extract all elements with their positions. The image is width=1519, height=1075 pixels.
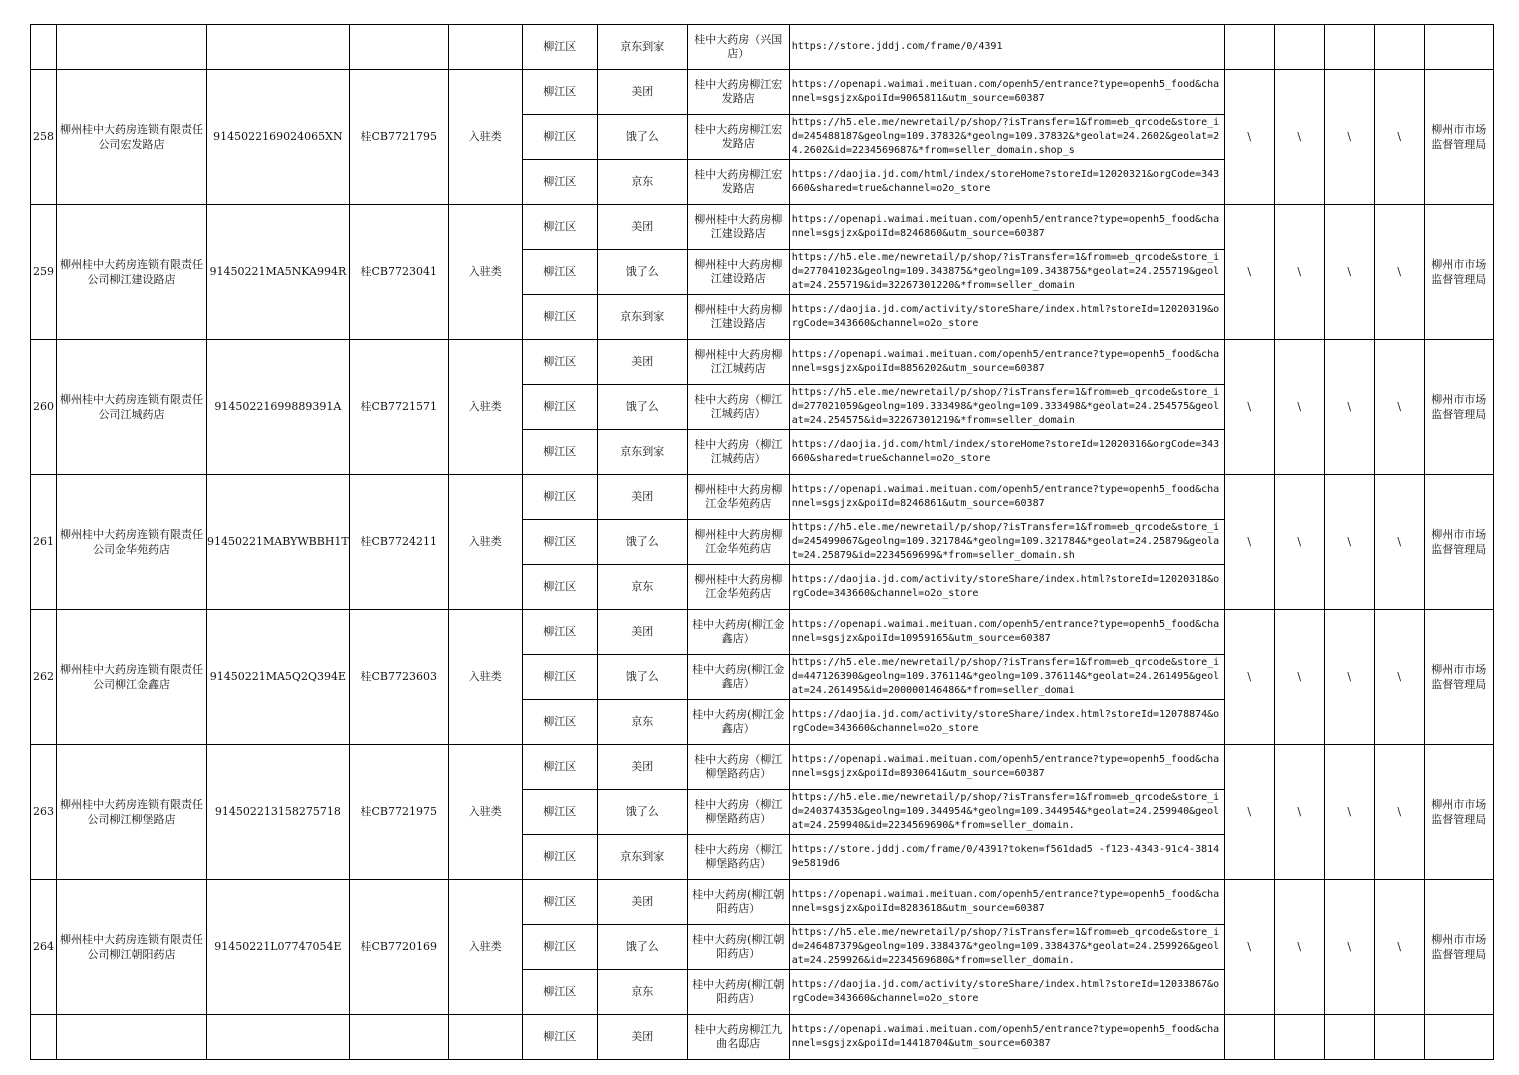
cell-platform: 京东 bbox=[597, 565, 687, 610]
cell-store: 桂中大药房（柳江柳堡路药店） bbox=[687, 835, 789, 880]
cell-c4 bbox=[1374, 1015, 1424, 1060]
cell-url[interactable] bbox=[789, 835, 1224, 880]
cell-store: 柳州桂中大药房柳江金华苑药店 bbox=[687, 475, 789, 520]
cell-c2 bbox=[1274, 25, 1324, 70]
cell-url[interactable] bbox=[789, 25, 1224, 70]
cell-url[interactable] bbox=[789, 250, 1224, 295]
cell-company: 柳州桂中大药房连锁有限责任公司宏发路店 bbox=[57, 70, 207, 205]
cell-platform: 美团 bbox=[597, 880, 687, 925]
cell-company: 柳州桂中大药房连锁有限责任公司柳江金鑫店 bbox=[57, 610, 207, 745]
url-text[interactable]: https://h5.ele.me/newretail/p/shop/?isTransfer=1&from=eb_qrcode&store_id=277041023&geolng=109.343875&*geolng=109.343875&*geolat=24.255719&geolat=24.255719&id=32267301220&*from=seller_domain bbox=[791, 252, 1220, 291]
cell-store: 桂中大药房（柳江江城药店） bbox=[687, 385, 789, 430]
cell-platform: 美团 bbox=[597, 340, 687, 385]
cell-store: 柳州桂中大药房柳江金华苑药店 bbox=[687, 565, 789, 610]
cell-c3: \ bbox=[1324, 880, 1374, 1015]
cell-c2: \ bbox=[1274, 70, 1324, 205]
cell-license: 桂CB7721975 bbox=[349, 745, 448, 880]
cell-no bbox=[31, 25, 57, 70]
url-text[interactable]: https://openapi.waimai.meituan.com/openh5/entrance?type=openh5_food&channel=sgsjzx&poiId=14418704&utm_source=60387 bbox=[791, 1024, 1220, 1049]
cell-platform: 美团 bbox=[597, 70, 687, 115]
url-text[interactable]: https://h5.ele.me/newretail/p/shop/?isTransfer=1&from=eb_qrcode&store_id=245499067&geolng=109.321784&*geolng=109.321784&*geolat=24.25879&geolat=24.25879&id=2234569699&*from=seller_domain.sh bbox=[791, 522, 1220, 561]
cell-category: 入驻类 bbox=[448, 205, 522, 340]
table-row bbox=[31, 340, 1494, 385]
cell-authority: 柳州市市场监督管理局 bbox=[1424, 70, 1493, 205]
cell-url[interactable] bbox=[789, 1015, 1224, 1060]
cell-authority: 柳州市市场监督管理局 bbox=[1424, 340, 1493, 475]
cell-store: 桂中大药房(柳江朝阳药店） bbox=[687, 970, 789, 1015]
table-row bbox=[31, 745, 1494, 790]
cell-no bbox=[31, 1015, 57, 1060]
cell-district: 柳江区 bbox=[522, 385, 597, 430]
cell-no: 262 bbox=[31, 610, 57, 745]
url-text[interactable]: https://daojia.jd.com/activity/storeShare/index.html?storeId=12020319&orgCode=343660&channel=o2o_store bbox=[791, 304, 1220, 329]
url-text[interactable]: https://h5.ele.me/newretail/p/shop/?isTransfer=1&from=eb_qrcode&store_id=447126390&geolng=109.376114&*geolng=109.376114&*geolat=24.261495&geolat=24.261495&id=200000146486&*from=seller_domai bbox=[791, 657, 1220, 696]
url-text[interactable]: https://h5.ele.me/newretail/p/shop/?isTransfer=1&from=eb_qrcode&store_id=246487379&geolng=109.338437&*geolng=109.338437&*geolat=24.259926&geolat=24.259926&id=2234569680&*from=seller_domain. bbox=[791, 927, 1220, 966]
cell-platform: 饿了么 bbox=[597, 790, 687, 835]
cell-c1 bbox=[1224, 1015, 1274, 1060]
cell-c2: \ bbox=[1274, 475, 1324, 610]
cell-credit-code bbox=[207, 25, 350, 70]
cell-authority: 柳州市市场监督管理局 bbox=[1424, 880, 1493, 1015]
cell-district: 柳江区 bbox=[522, 790, 597, 835]
cell-platform: 饿了么 bbox=[597, 925, 687, 970]
cell-c4: \ bbox=[1374, 610, 1424, 745]
cell-url[interactable] bbox=[789, 745, 1224, 790]
cell-store: 柳州桂中大药房柳江江城药店 bbox=[687, 340, 789, 385]
cell-district: 柳江区 bbox=[522, 655, 597, 700]
cell-c4: \ bbox=[1374, 475, 1424, 610]
cell-platform: 美团 bbox=[597, 475, 687, 520]
cell-platform: 饿了么 bbox=[597, 385, 687, 430]
cell-c2: \ bbox=[1274, 880, 1324, 1015]
cell-c1: \ bbox=[1224, 205, 1274, 340]
table-row bbox=[31, 70, 1494, 115]
cell-category: 入驻类 bbox=[448, 610, 522, 745]
cell-district: 柳江区 bbox=[522, 25, 597, 70]
cell-platform: 饿了么 bbox=[597, 115, 687, 160]
cell-c1 bbox=[1224, 25, 1274, 70]
cell-url[interactable] bbox=[789, 970, 1224, 1015]
cell-store: 柳州桂中大药房柳江建设路店 bbox=[687, 205, 789, 250]
cell-url[interactable] bbox=[789, 475, 1224, 520]
cell-platform: 京东到家 bbox=[597, 295, 687, 340]
cell-no: 258 bbox=[31, 70, 57, 205]
cell-c1: \ bbox=[1224, 745, 1274, 880]
cell-company: 柳州桂中大药房连锁有限责任公司江城药店 bbox=[57, 340, 207, 475]
cell-authority: 柳州市市场监督管理局 bbox=[1424, 610, 1493, 745]
cell-c2: \ bbox=[1274, 205, 1324, 340]
cell-district: 柳江区 bbox=[522, 610, 597, 655]
cell-platform: 饿了么 bbox=[597, 655, 687, 700]
cell-url[interactable] bbox=[789, 925, 1224, 970]
cell-license: 桂CB7720169 bbox=[349, 880, 448, 1015]
cell-c3: \ bbox=[1324, 745, 1374, 880]
cell-url[interactable] bbox=[789, 295, 1224, 340]
cell-c4: \ bbox=[1374, 340, 1424, 475]
cell-c4: \ bbox=[1374, 205, 1424, 340]
cell-category: 入驻类 bbox=[448, 475, 522, 610]
cell-store: 桂中大药房(柳江朝阳药店） bbox=[687, 880, 789, 925]
url-text[interactable]: https://openapi.waimai.meituan.com/openh5/entrance?type=openh5_food&channel=sgsjzx&poiId=8246861&utm_source=60387 bbox=[791, 484, 1220, 509]
cell-license: 桂CB7721795 bbox=[349, 70, 448, 205]
cell-district: 柳江区 bbox=[522, 745, 597, 790]
cell-c4: \ bbox=[1374, 745, 1424, 880]
cell-c3 bbox=[1324, 25, 1374, 70]
cell-c3: \ bbox=[1324, 70, 1374, 205]
url-text[interactable]: https://daojia.jd.com/html/index/storeHome?storeId=12020316&orgCode=343660&shared=true&channel=o2o_store bbox=[791, 439, 1220, 464]
url-text[interactable]: https://daojia.jd.com/activity/storeShare/index.html?storeId=12020318&orgCode=343660&channel=o2o_store bbox=[791, 574, 1220, 599]
cell-c4: \ bbox=[1374, 70, 1424, 205]
cell-c1: \ bbox=[1224, 70, 1274, 205]
cell-store: 柳州桂中大药房柳江建设路店 bbox=[687, 295, 789, 340]
cell-company: 柳州桂中大药房连锁有限责任公司金华苑药店 bbox=[57, 475, 207, 610]
cell-platform: 美团 bbox=[597, 205, 687, 250]
cell-license: 桂CB7723603 bbox=[349, 610, 448, 745]
cell-no: 261 bbox=[31, 475, 57, 610]
cell-category: 入驻类 bbox=[448, 340, 522, 475]
cell-c1: \ bbox=[1224, 340, 1274, 475]
url-text[interactable]: https://daojia.jd.com/html/index/storeHome?storeId=12020321&orgCode=343660&shared=true&channel=o2o_store bbox=[791, 169, 1220, 194]
cell-store: 桂中大药房（柳江江城药店） bbox=[687, 430, 789, 475]
cell-c2 bbox=[1274, 1015, 1324, 1060]
cell-url[interactable] bbox=[789, 610, 1224, 655]
table-row bbox=[31, 475, 1494, 520]
cell-platform: 京东 bbox=[597, 700, 687, 745]
cell-url[interactable] bbox=[789, 160, 1224, 205]
cell-store: 桂中大药房（柳江柳堡路药店） bbox=[687, 745, 789, 790]
cell-store: 桂中大药房（兴国店） bbox=[687, 25, 789, 70]
cell-store: 桂中大药房柳江宏发路店 bbox=[687, 160, 789, 205]
cell-store: 桂中大药房（柳江柳堡路药店） bbox=[687, 790, 789, 835]
cell-no: 259 bbox=[31, 205, 57, 340]
listing-table bbox=[30, 24, 1494, 1060]
cell-url[interactable] bbox=[789, 655, 1224, 700]
cell-credit-code: 91450221MABYWBBH1T bbox=[207, 475, 350, 610]
cell-c3: \ bbox=[1324, 340, 1374, 475]
cell-license: 桂CB7723041 bbox=[349, 205, 448, 340]
cell-credit-code: 91450221MA5NKA994R bbox=[207, 205, 350, 340]
cell-platform: 美团 bbox=[597, 1015, 687, 1060]
cell-credit-code: 91450221L07747054E bbox=[207, 880, 350, 1015]
url-text[interactable]: https://daojia.jd.com/activity/storeShare/index.html?storeId=12078874&orgCode=343660&channel=o2o_store bbox=[791, 709, 1220, 734]
cell-url[interactable] bbox=[789, 430, 1224, 475]
cell-no: 260 bbox=[31, 340, 57, 475]
cell-platform: 饿了么 bbox=[597, 250, 687, 295]
cell-c3 bbox=[1324, 1015, 1374, 1060]
cell-district: 柳江区 bbox=[522, 205, 597, 250]
cell-store: 柳州桂中大药房柳江建设路店 bbox=[687, 250, 789, 295]
cell-category bbox=[448, 25, 522, 70]
cell-no: 264 bbox=[31, 880, 57, 1015]
cell-district: 柳江区 bbox=[522, 475, 597, 520]
cell-platform: 京东到家 bbox=[597, 25, 687, 70]
url-text[interactable]: https://h5.ele.me/newretail/p/shop/?isTransfer=1&from=eb_qrcode&store_id=277021059&geolng=109.333498&*geolng=109.333498&*geolat=24.254575&geolat=24.254575&id=32267301219&*from=seller_domain bbox=[791, 387, 1220, 426]
cell-store: 柳州桂中大药房柳江金华苑药店 bbox=[687, 520, 789, 565]
cell-company bbox=[57, 1015, 207, 1060]
cell-url[interactable] bbox=[789, 700, 1224, 745]
url-text[interactable]: https://daojia.jd.com/activity/storeShare/index.html?storeId=12033867&orgCode=343660&channel=o2o_store bbox=[791, 979, 1220, 1004]
cell-company bbox=[57, 25, 207, 70]
cell-authority: 柳州市市场监督管理局 bbox=[1424, 205, 1493, 340]
cell-credit-code bbox=[207, 1015, 350, 1060]
cell-district: 柳江区 bbox=[522, 1015, 597, 1060]
cell-district: 柳江区 bbox=[522, 565, 597, 610]
table-row bbox=[31, 880, 1494, 925]
cell-district: 柳江区 bbox=[522, 430, 597, 475]
cell-credit-code: 91450221MA5Q2Q394E bbox=[207, 610, 350, 745]
cell-store: 桂中大药房(柳江金鑫店） bbox=[687, 700, 789, 745]
cell-c1: \ bbox=[1224, 880, 1274, 1015]
cell-store: 桂中大药房(柳江金鑫店） bbox=[687, 655, 789, 700]
cell-store: 桂中大药房柳江九曲名邸店 bbox=[687, 1015, 789, 1060]
cell-platform: 京东到家 bbox=[597, 835, 687, 880]
cell-c4: \ bbox=[1374, 880, 1424, 1015]
cell-license bbox=[349, 1015, 448, 1060]
cell-platform: 美团 bbox=[597, 745, 687, 790]
cell-url[interactable] bbox=[789, 880, 1224, 925]
cell-store: 桂中大药房柳江宏发路店 bbox=[687, 115, 789, 160]
cell-district: 柳江区 bbox=[522, 970, 597, 1015]
cell-url[interactable] bbox=[789, 340, 1224, 385]
url-text[interactable]: https://store.jddj.com/frame/0/4391 bbox=[791, 41, 1003, 52]
table-row-bottom-partial bbox=[31, 1015, 1494, 1060]
cell-company: 柳州桂中大药房连锁有限责任公司柳江柳堡路店 bbox=[57, 745, 207, 880]
cell-license: 桂CB7721571 bbox=[349, 340, 448, 475]
table-row-top-partial bbox=[31, 25, 1494, 70]
cell-license bbox=[349, 25, 448, 70]
cell-authority: 柳州市市场监督管理局 bbox=[1424, 475, 1493, 610]
table-body bbox=[31, 25, 1494, 1060]
cell-url[interactable] bbox=[789, 70, 1224, 115]
cell-platform: 京东 bbox=[597, 970, 687, 1015]
table-row bbox=[31, 205, 1494, 250]
cell-district: 柳江区 bbox=[522, 925, 597, 970]
cell-c4 bbox=[1374, 25, 1424, 70]
cell-district: 柳江区 bbox=[522, 295, 597, 340]
cell-company: 柳州桂中大药房连锁有限责任公司柳江建设路店 bbox=[57, 205, 207, 340]
cell-store: 桂中大药房(柳江朝阳药店） bbox=[687, 925, 789, 970]
cell-district: 柳江区 bbox=[522, 160, 597, 205]
cell-url[interactable] bbox=[789, 205, 1224, 250]
cell-url[interactable] bbox=[789, 790, 1224, 835]
cell-category: 入驻类 bbox=[448, 70, 522, 205]
cell-platform: 美团 bbox=[597, 610, 687, 655]
cell-authority bbox=[1424, 1015, 1493, 1060]
cell-c2: \ bbox=[1274, 610, 1324, 745]
cell-category: 入驻类 bbox=[448, 745, 522, 880]
cell-district: 柳江区 bbox=[522, 520, 597, 565]
cell-district: 柳江区 bbox=[522, 250, 597, 295]
cell-c2: \ bbox=[1274, 340, 1324, 475]
cell-url[interactable] bbox=[789, 520, 1224, 565]
cell-platform: 饿了么 bbox=[597, 520, 687, 565]
cell-credit-code: 914502213158275718 bbox=[207, 745, 350, 880]
cell-district: 柳江区 bbox=[522, 835, 597, 880]
cell-credit-code: 9145022169024065XN bbox=[207, 70, 350, 205]
url-text[interactable]: https://openapi.waimai.meituan.com/openh5/entrance?type=openh5_food&channel=sgsjzx&poiId=8283618&utm_source=60387 bbox=[791, 889, 1220, 914]
cell-license: 桂CB7724211 bbox=[349, 475, 448, 610]
cell-credit-code: 91450221699889391A bbox=[207, 340, 350, 475]
cell-url[interactable] bbox=[789, 115, 1224, 160]
table-row bbox=[31, 610, 1494, 655]
url-text[interactable]: https://openapi.waimai.meituan.com/openh5/entrance?type=openh5_food&channel=sgsjzx&poiId=10959165&utm_source=60387 bbox=[791, 619, 1220, 644]
url-text[interactable]: https://openapi.waimai.meituan.com/openh5/entrance?type=openh5_food&channel=sgsjzx&poiId=8246860&utm_source=60387 bbox=[791, 214, 1220, 239]
cell-district: 柳江区 bbox=[522, 880, 597, 925]
cell-store: 桂中大药房柳江宏发路店 bbox=[687, 70, 789, 115]
url-text[interactable]: https://h5.ele.me/newretail/p/shop/?isTransfer=1&from=eb_qrcode&store_id=240374353&geolng=109.344954&*geolng=109.344954&*geolat=24.259940&geolat=24.259940&id=2234569690&*from=seller_domain. bbox=[791, 792, 1220, 831]
cell-c3: \ bbox=[1324, 205, 1374, 340]
cell-url[interactable] bbox=[789, 385, 1224, 430]
cell-c3: \ bbox=[1324, 610, 1374, 745]
url-text[interactable]: https://store.jddj.com/frame/0/4391?token=f561dad5 -f123-4343-91c4-38149e5819d6 bbox=[791, 844, 1220, 869]
cell-platform: 京东到家 bbox=[597, 430, 687, 475]
url-text[interactable]: https://openapi.waimai.meituan.com/openh5/entrance?type=openh5_food&channel=sgsjzx&poiId=8930641&utm_source=60387 bbox=[791, 754, 1220, 779]
cell-platform: 京东 bbox=[597, 160, 687, 205]
cell-authority: 柳州市市场监督管理局 bbox=[1424, 745, 1493, 880]
cell-c1: \ bbox=[1224, 475, 1274, 610]
cell-authority bbox=[1424, 25, 1493, 70]
url-text[interactable]: https://h5.ele.me/newretail/p/shop/?isTransfer=1&from=eb_qrcode&store_id=245488187&geolng=109.37832&*geolng=109.37832&*geolat=24.2602&geolat=24.2602&id=2234569687&*from=seller_domain.shop_s bbox=[791, 117, 1220, 156]
cell-district: 柳江区 bbox=[522, 115, 597, 160]
cell-category: 入驻类 bbox=[448, 880, 522, 1015]
cell-district: 柳江区 bbox=[522, 340, 597, 385]
url-text[interactable]: https://openapi.waimai.meituan.com/openh5/entrance?type=openh5_food&channel=sgsjzx&poiId=9065811&utm_source=60387 bbox=[791, 79, 1220, 104]
cell-company: 柳州桂中大药房连锁有限责任公司柳江朝阳药店 bbox=[57, 880, 207, 1015]
cell-store: 桂中大药房(柳江金鑫店） bbox=[687, 610, 789, 655]
cell-c2: \ bbox=[1274, 745, 1324, 880]
cell-url[interactable] bbox=[789, 565, 1224, 610]
cell-c1: \ bbox=[1224, 610, 1274, 745]
cell-c3: \ bbox=[1324, 475, 1374, 610]
cell-no: 263 bbox=[31, 745, 57, 880]
cell-category bbox=[448, 1015, 522, 1060]
cell-district: 柳江区 bbox=[522, 70, 597, 115]
cell-district: 柳江区 bbox=[522, 700, 597, 745]
url-text[interactable]: https://openapi.waimai.meituan.com/openh5/entrance?type=openh5_food&channel=sgsjzx&poiId=8856202&utm_source=60387 bbox=[791, 349, 1220, 374]
